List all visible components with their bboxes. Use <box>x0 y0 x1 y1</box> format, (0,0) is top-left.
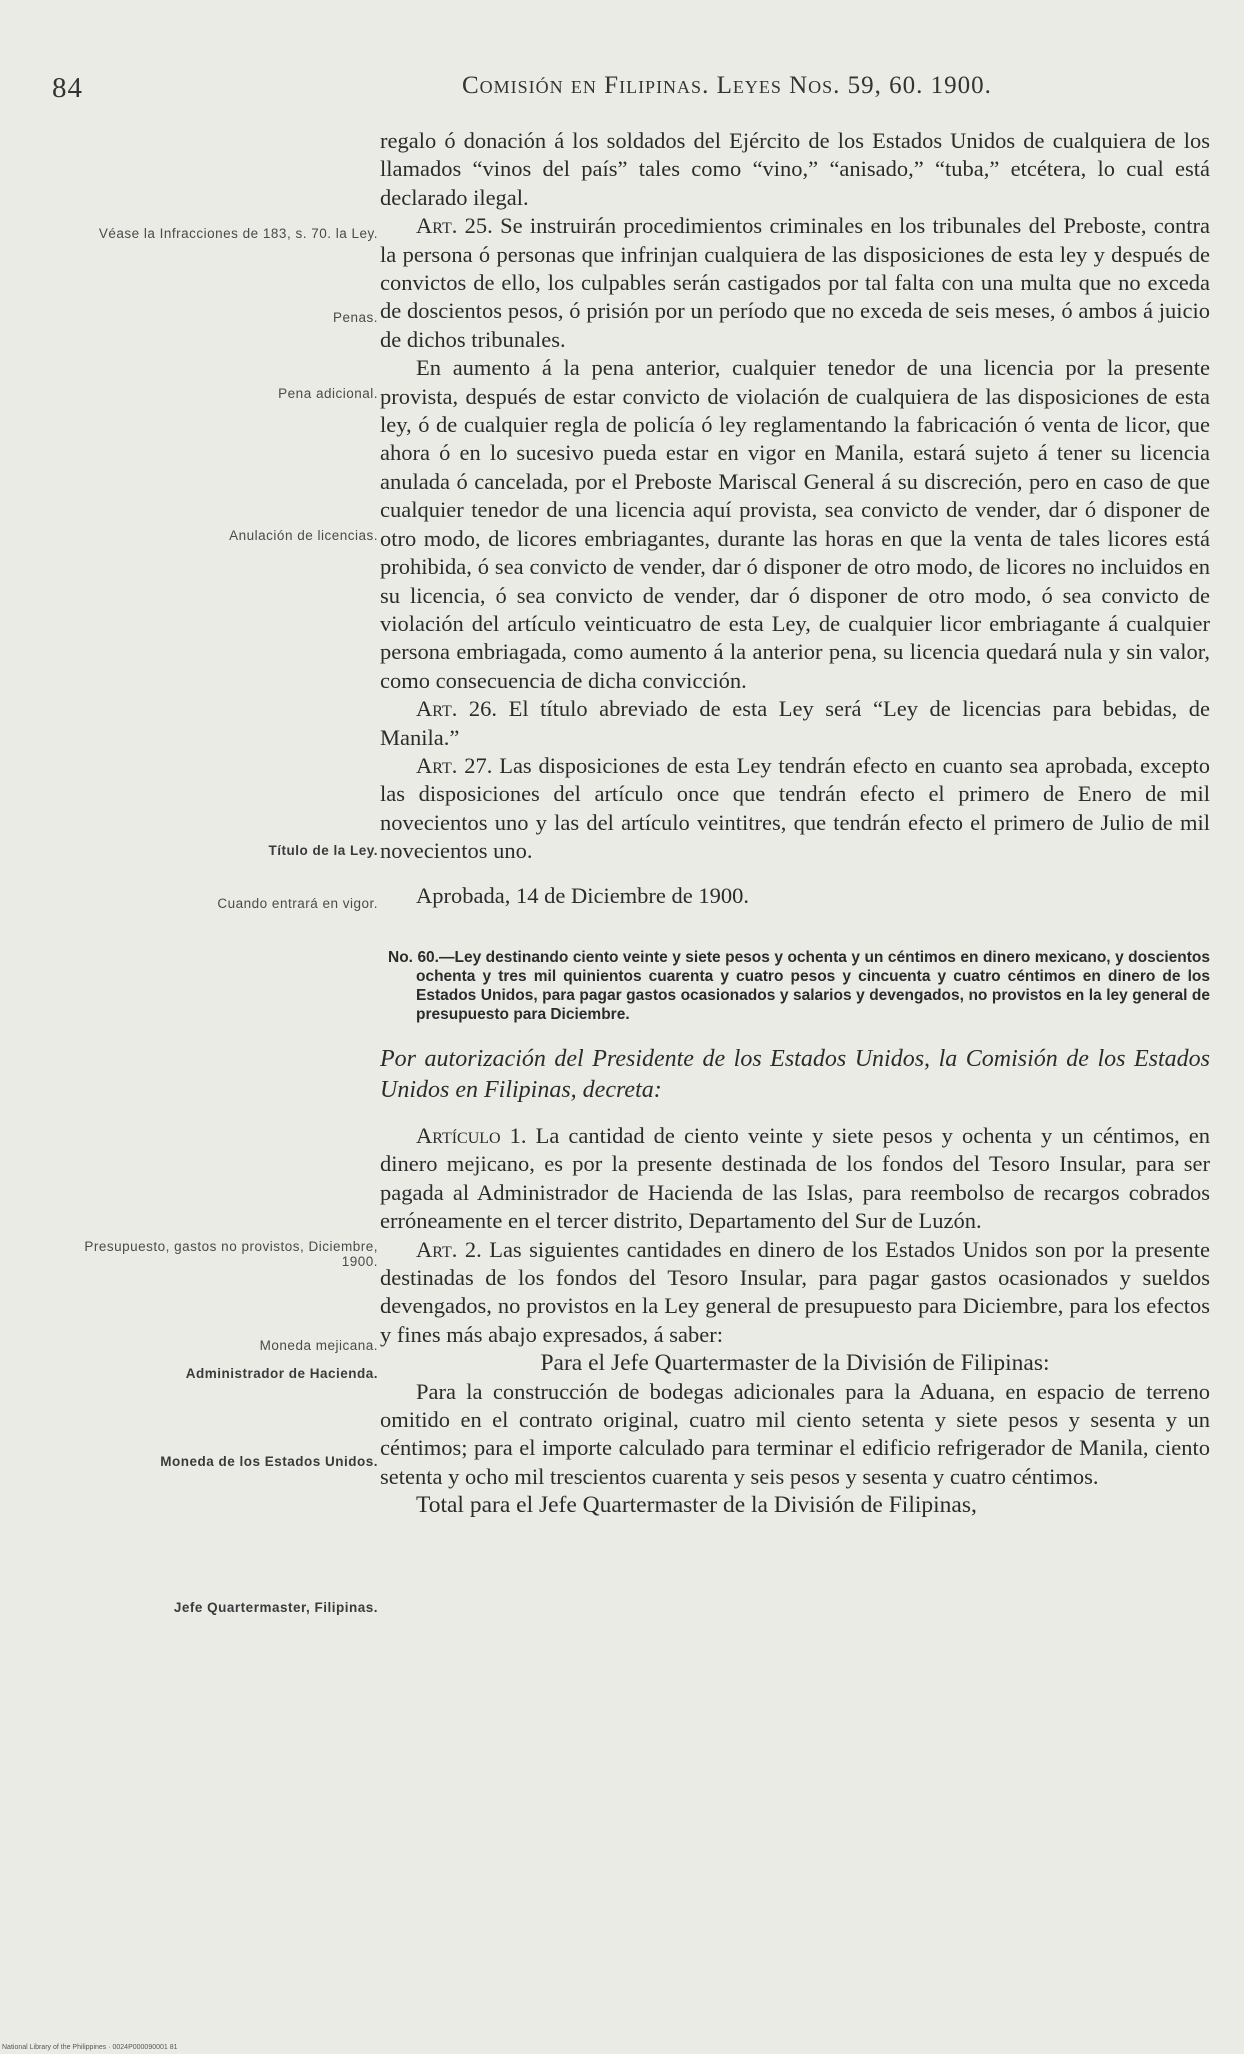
article-text: Las disposiciones de esta Ley tendrán efecto en cuanto sea aprobada, excepto las disposiciones del artículo once que tendrán efecto el primero de Enero de mil novecientos uno y las del artículo veintitres, que tendrán efecto el primero de Julio de mil novecientos uno. <box>380 752 1210 864</box>
decree: Por autorización del Presidente de los Estados Unidos, la Comisión de los Estados Unidos en Filipinas, decreta: <box>380 1045 1210 1103</box>
paragraph-aumento: En aumento á la pena anterior, cualquier tenedor de una licencia por la presente provista, después de estar convicto de violación de cualquiera de las disposiciones de esta ley, ó de cualquier regla de policía ó ley reglamentando la fabricación ó venta de licor, que ahora ó en lo sucesivo pueda estar en vigor en Manila, estará sujeto á tener su licencia anulada ó cancelada, por el Preboste Mariscal General á su discreción, pero en caso de que cualquier tenedor de una licencia aquí provista, sea convicto de vender, dar ó disponer de otro modo, de licores embriagantes, durante las horas en que la venta de tales licores está prohibida, ó sea convicto de vender, dar ó disponer de otro modo, de licores no incluidos en su licencia, ó sea convicto de vender, dar ó disponer de otro modo, ó sea convicto de violación del artículo veinticuatro de esta Ley, de cualquier licor embriagante á cualquier persona embriagada, como aumento á la anterior pena, su licencia quedará nula y sin valor, como consecuencia de dicha convicción. <box>380 355 1210 693</box>
article-27 <box>380 752 1210 866</box>
scan-footer: National Library of the Philippines · 0024P000090001 81 <box>2 2044 178 2051</box>
margin-note-vease: Véase la Infracciones de 183, s. 70. la Ley. <box>98 226 378 241</box>
article-25 <box>380 212 1210 354</box>
margin-note-administrador: Administrador de Hacienda. <box>185 1366 378 1381</box>
margin-note-moneda-mejicana: Moneda mejicana. <box>259 1338 378 1353</box>
paragraph-construccion: Para la construcción de bodegas adicionales para la Aduana, en espacio de terreno omitido en el contrato original, cuatro mil ciento setenta y siete pesos y sesenta y un céntimos; para el importe calculado para terminar el edificio refrigerador de Manila, ciento setenta y ocho mil trescientos cuarenta y seis pesos y sesenta y cuatro céntimos. <box>380 1378 1210 1489</box>
article-2 <box>380 1236 1210 1350</box>
article-text: El título abreviado de esta Ley será “Ley de licencias para bebidas, de Manila.” <box>380 696 1210 750</box>
margin-note-pena-adicional: Pena adicional. <box>278 386 378 401</box>
article-label: Art. 26. <box>416 696 498 722</box>
article-1 <box>380 1122 1210 1236</box>
heading-jefe-quartermaster: Para el Jefe Quartermaster de la División de Filipinas: <box>540 1350 1050 1377</box>
margin-note-presupuesto: Presupuesto, gastos no provistos, Diciembre, 1900. <box>84 1239 378 1269</box>
running-head: Comisión en Filipinas. Leyes Nos. 59, 60. 1900. <box>462 72 992 99</box>
article-26 <box>380 695 1210 752</box>
approval-date: Aprobada, 14 de Diciembre de 1900. <box>416 882 750 908</box>
page-number: 84 <box>52 72 83 104</box>
law-60-title: No. 60.—Ley destinando ciento veinte y siete pesos y ochenta y un céntimos en dinero mexicano, y doscientos ochenta y tres mil quinientos cuarenta y cuatro pesos y cincuenta y cuatro céntimos en dinero de los Estados Unidos, para pagar gastos ocasionados y salarios y devengados, no provistos en la ley general de presupuesto para Diciembre. <box>388 948 1210 1023</box>
article-label: Artículo 1. <box>416 1122 527 1148</box>
article-text: La cantidad de ciento veinte y siete pesos y ochenta y un céntimos, en dinero mejicano, es por la presente destinada de los fondos del Tesoro Insular, para ser pagada al Administrador de Hacienda de las Islas, para reembolso de recargos cobrados erróneamente en el tercer distrito, Departamento del Sur de Luzón. <box>380 1122 1210 1234</box>
margin-note-titulo: Título de la Ley. <box>268 843 378 858</box>
article-label: Art. 2. <box>416 1236 482 1262</box>
margin-note-moneda-eu: Moneda de los Estados Unidos. <box>160 1454 378 1469</box>
margin-note-anulacion: Anulación de licencias. <box>229 528 378 543</box>
article-text: Las siguientes cantidades en dinero de los Estados Unidos son por la presente destinadas de los fondos del Tesoro Insular, para pagar gastos ocasionados y sueldos devengados, no provistos en la Ley general de presupuesto para Diciembre, para los efectos y fines más abajo expresados, á saber: <box>380 1236 1211 1347</box>
article-label: Art. 27. <box>416 752 493 778</box>
margin-note-vigor: Cuando entrará en vigor. <box>217 896 378 911</box>
margin-note-penas: Penas. <box>332 310 378 325</box>
total-line: Total para el Jefe Quartermaster de la División de Filipinas, <box>416 1492 977 1519</box>
body-text <box>380 127 1210 1520</box>
paragraph-regalo: regalo ó donación á los soldados del Ejército de los Estados Unidos de cualquiera de los llamados “vinos del país” tales como “vino,” “anisado,” “tuba,” etcétera, lo cual está declarado ilegal. <box>380 128 1210 210</box>
article-text: Se instruirán procedimientos criminales en los tribunales del Preboste, contra la persona ó personas que infrinjan cualquiera de las disposiciones de esta ley y después de convictos de ello, los culpables serán castigados por tal falta con una multa que no exceda de doscientos pesos, ó prisión por un período que no exceda de seis meses, ó ambos á juicio de dichos tribunales. <box>380 213 1211 352</box>
margin-note-jefe: Jefe Quartermaster, Filipinas. <box>173 1600 378 1615</box>
article-label: Art. 25. <box>416 213 493 239</box>
